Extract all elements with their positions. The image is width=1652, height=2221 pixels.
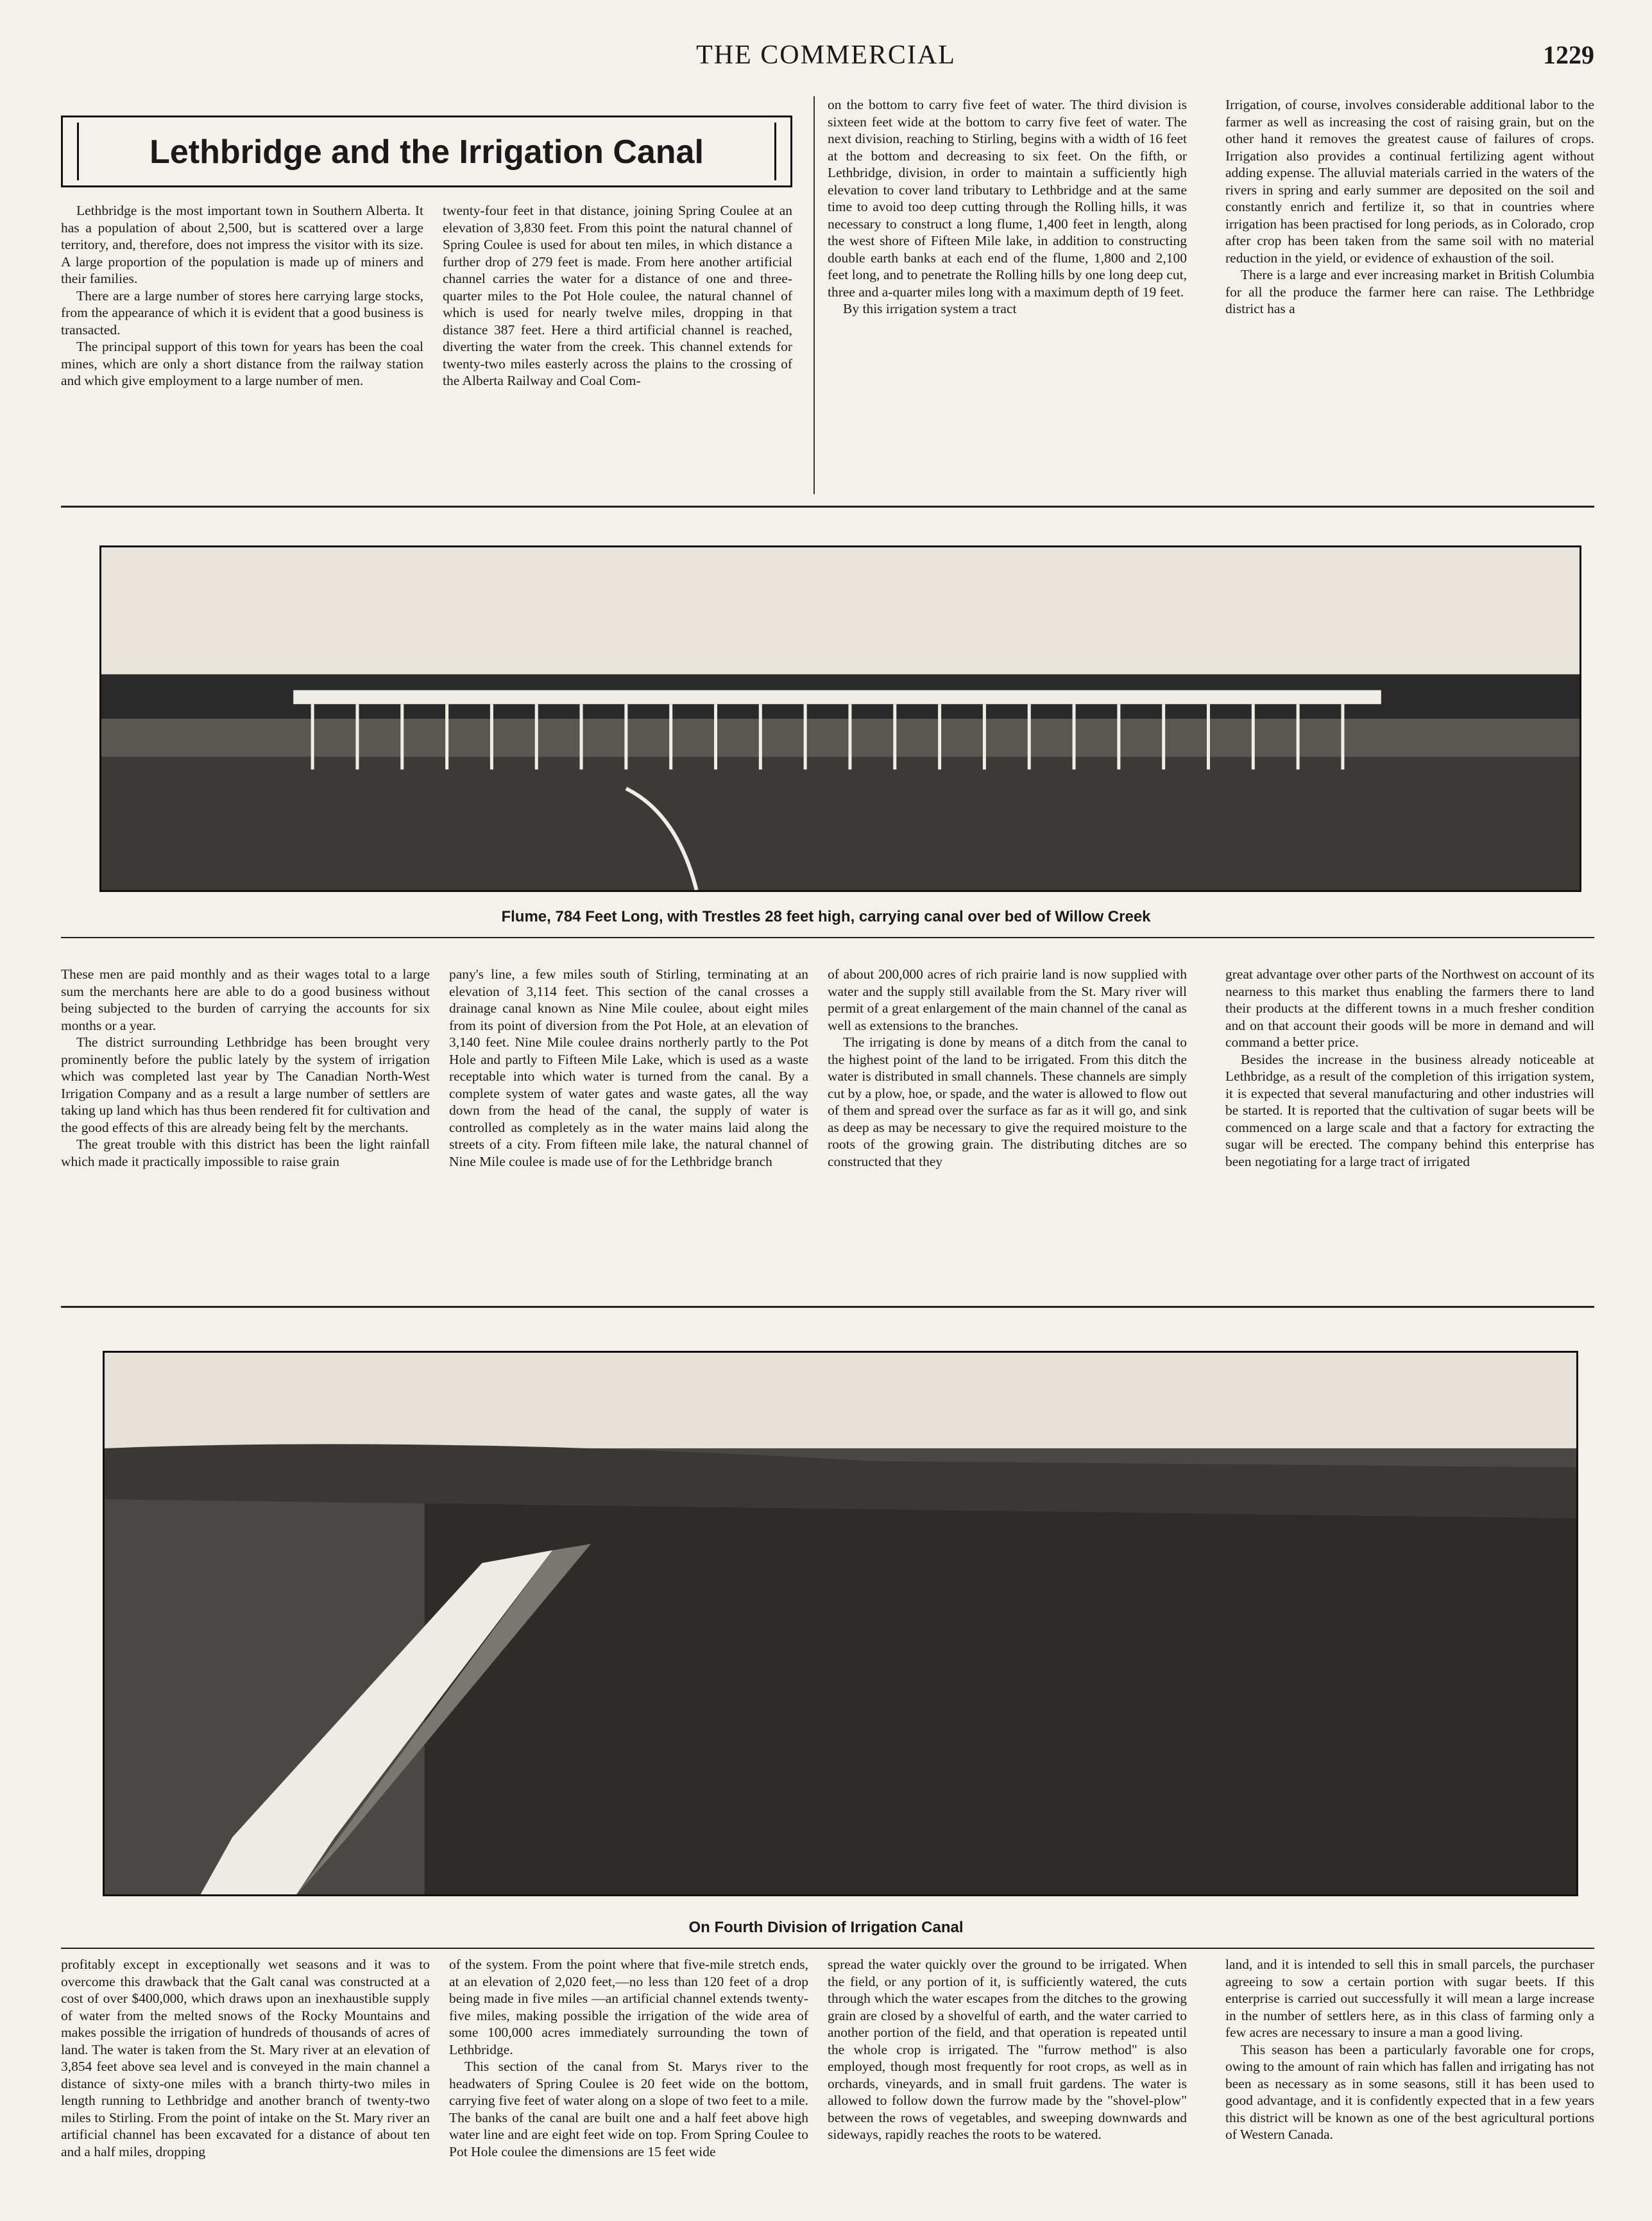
page-number: 1229 — [1543, 40, 1594, 69]
column-bottom-4 — [1225, 1956, 1594, 2213]
paragraph: There are a large number of stores here carrying large stocks, from the appearance of which it is evident that a good business is transacted. — [61, 287, 423, 338]
column-top-2 — [443, 202, 792, 497]
section-rule — [61, 1306, 1594, 1308]
paragraph: Besides the increase in the business already noticeable at Lethbridge, as a result of the completion of this irrigation system, it is expected that several manufacturing and other industries will be started. It is reported that the cultivation of sugar beets will be commenced on a large scale and that a factory for extracting the sugar will be erected. The company behind this enterprise has been negotiating for a large tract of irrigated — [1225, 1051, 1594, 1169]
publication-name: THE COMMERCIAL — [696, 40, 956, 70]
paragraph: of about 200,000 acres of rich prairie land is now supplied with water and the supply still available from the St. Mary river will permit of a great enlargement of the main channel of the canal as well as extensions to the branches. — [828, 966, 1187, 1033]
column-bottom-2 — [449, 1956, 808, 2213]
column-middle-4 — [1225, 966, 1594, 1299]
paragraph: spread the water quickly over the ground to be irrigated. When the field, or any portion of it, is sufficiently watered, the cuts through which the water escapes from the ditches to the growing grain are closed by a shovelful of earth, and the water carried to another portion of the field, and that operation is repeated until the whole crop is irrigated. The "furrow method" is also employed, though most frequently for root crops, as well as in orchards, vineyards, and in small fruit gardens. The water is allowed to follow down the furrow made by the "shovel-plow" between the rows of vegetables, and sweeping downwards and sideways, rapidly reaches the roots to be watered. — [828, 1957, 1187, 2142]
column-top-1 — [61, 202, 423, 497]
figure-caption-1: Flume, 784 Feet Long, with Trestles 28 feet high, carrying canal over bed of Willow Creek — [501, 908, 1151, 925]
column-middle-2 — [449, 966, 808, 1299]
paragraph: These men are paid monthly and as their wages total to a large sum the merchants here are able to do a good business without being subjected to the burden of carrying the accounts for six months or a year. — [61, 966, 430, 1033]
column-top-4 — [1225, 96, 1594, 497]
column-bottom-3 — [828, 1956, 1187, 2213]
paragraph: This section of the canal from St. Marys river to the headwaters of Spring Coulee is 20 feet wide on the bottom, carrying five feet of water along on a slope of two feet to a mile. The banks of the canal are built one and a half feet above high water line and are eight feet wide on top. From Spring Coulee to Pot Hole coulee the dimensions are 15 feet wide — [449, 2059, 808, 2159]
section-rule — [61, 506, 1594, 508]
section-rule — [61, 937, 1594, 938]
paragraph: By this irrigation system a tract — [843, 301, 1017, 316]
paragraph: There is a large and ever increasing market in British Columbia for all the produce the farmer here can raise. The Lethbridge district has a — [1225, 267, 1594, 316]
paragraph: on the bottom to carry five feet of water. The third division is sixteen feet wide at the bottom to carry five feet of water. The next division, reaching to Stirling, begins with a width of 16 feet at the bottom and decreasing to six feet. On the fifth, or Lethbridge, division, in order to maintain a sufficiently high elevation to cover land tributary to Lethbridge and at the same time to avoid too deep cutting through the Rolling hills, it was necessary to construct a long flume, 1,400 feet in length, along the west shore of Fifteen Mile lake, in addition to constructing double earth banks at each end of the flume, 1,800 and 2,100 feet long, and to penetrate the Rolling hills by one long deep cut, three and a-quarter miles long with a maximum depth of 19 feet. — [828, 97, 1187, 300]
figure-caption-2: On Fourth Division of Irrigation Canal — [688, 1919, 964, 1936]
flume-illustration — [101, 547, 1580, 890]
paragraph: pany's line, a few miles south of Stirling, terminating at an elevation of 3,114 feet. This section of the canal crosses a drainage canal known as Nine Mile coulee, about eight miles from its point of diversion from the Pot Hole, at an elevation of 3,140 feet. Nine Mile coulee drains northerly partly to the Pot Hole and partly to Fifteen Mile Lake, which is used as a waste receptable into which water is turned from the canal. By a complete system of water gates and waste gates, all the way down from the head of the canal, the supply of water is controlled as completely as in the water mains laid along the streets of a city. From fifteen mile lake, the natural channel of Nine Mile coulee is made use of for the Lethbridge branch — [449, 966, 808, 1169]
paragraph: Lethbridge is the most important town in Southern Alberta. It has a population of about 2,500, but is scattered over a large territory, and, therefore, does not impress the visitor with its size. A large proportion of the population is made up of miners and their families. — [61, 203, 423, 286]
paragraph: great advantage over other parts of the Northwest on account of its nearness to this market thus enabling the farmers there to land their products at the different towns in a much fresher condition and on that account their goods will be more in demand and will command a better price. — [1225, 966, 1594, 1050]
paragraph: profitably except in exceptionally wet seasons and it was to overcome this drawback that the Galt canal was constructed at a cost of over $400,000, which draws upon an inexhaustible supply of water from the melted snows of the Rocky Mountains and makes possible the irrigation of hundreds of thousands of acres of land. The water is taken from the St. Mary river at an elevation of 3,854 feet above sea level and is conveyed in the main channel a distance of sixty-one miles with a branch thirty-two miles in length running to Lethbridge and another branch of twenty-two miles to Stirling. From the point of intake on the St. Mary river an artificial channel has been excavated for a distance of about ten and a half miles, dropping — [61, 1957, 430, 2159]
paragraph: land, and it is intended to sell this in small parcels, the purchaser agreeing to sow a certain portion with sugar beets. If this enterprise is carried out successfully it will mean a large increase in the number of settlers here, as in this class of farming only a few acres are necessary to insure a man a good living. — [1225, 1957, 1594, 2040]
paragraph: of the system. From the point where that five-mile stretch ends, at an elevation of 2,020 feet,—no less than 120 feet of a drop being made in five miles —an artificial channel extends twenty-five miles, making possible the irrigation of the wide area of some 100,000 acres immediately surrounding the town of Lethbridge. — [449, 1957, 808, 2057]
column-divider — [813, 96, 815, 494]
paragraph: twenty-four feet in that distance, joining Spring Coulee at an elevation of 3,830 feet. From this point the natural channel of Spring Coulee is used for about ten miles, in which distance a further drop of 279 feet is made. From here another artificial channel carries the water for a distance of one and three-quarter miles to the Pot Hole coulee, the natural channel of which is used for nearly twelve miles, dropping in that distance 387 feet. Here a third artificial channel is reached, diverting the water from the creek. This channel extends for twenty-two miles easterly across the plains to the crossing of the Alberta Railway and Coal Com- — [443, 203, 792, 388]
column-middle-3 — [828, 966, 1187, 1299]
column-bottom-1 — [61, 1956, 430, 2213]
section-rule — [61, 1948, 1594, 1949]
canal-illustration — [105, 1353, 1576, 1894]
article-title: Lethbridge and the Irrigation Canal — [149, 133, 704, 171]
column-middle-1 — [61, 966, 430, 1299]
paragraph: The principal support of this town for years has been the coal mines, which are only a short distance from the railway station and which give employment to a large number of men. — [61, 339, 423, 388]
flume-photo — [99, 545, 1581, 892]
paragraph: The district surrounding Lethbridge has been brought very prominently before the public lately by the system of irrigation which was completed last year by The Canadian North-West Irrigation Company and as a result a large number of settlers are taking up land which has thus been rendered fit for cultivation and the good effects of this are already being felt by the merchants. — [61, 1034, 430, 1135]
masthead — [58, 40, 1594, 78]
paragraph: The irrigating is done by means of a ditch from the canal to the highest point of the land to be irrigated. From this ditch the water is distributed in small channels. These channels are simply cut by a plow, hoe, or spade, and the water is allowed to flow out of them and spread over the surface as far as it will go, and sink as deep as may be necessary to give the required moisture to the roots of the growing grain. The distributing ditches are so constructed that they — [828, 1034, 1187, 1169]
paragraph: Irrigation, of course, involves considerable additional labor to the farmer as well as increasing the cost of raising grain, but on the other hand it removes the greatest cause of failures of crops. Irrigation also provides a continual fertilizing agent without adding expense. The alluvial materials carried in the waters of the rivers in spring and early summer are deposited on the soil and constantly enrich and fertilize it, so that in countries where irrigation has been practised for long periods, as in Colorado, crop after crop has been taken from the same soil with no material reduction in the yield, or evidence of exhaustion of the soil. — [1225, 97, 1594, 266]
article-title-box — [61, 116, 792, 187]
column-top-3 — [828, 96, 1187, 497]
paragraph: The great trouble with this district has been the light rainfall which made it practically impossible to raise grain — [61, 1136, 430, 1169]
paragraph: This season has been a particularly favorable one for crops, owing to the amount of rain which has fallen and irrigating has not been as necessary as in some seasons, still it has been used to good advantage, and it is confidently expected that in a few years this district will be known as one of the best agricultural portions of Western Canada. — [1225, 2041, 1594, 2142]
canal-photo — [103, 1351, 1578, 1896]
